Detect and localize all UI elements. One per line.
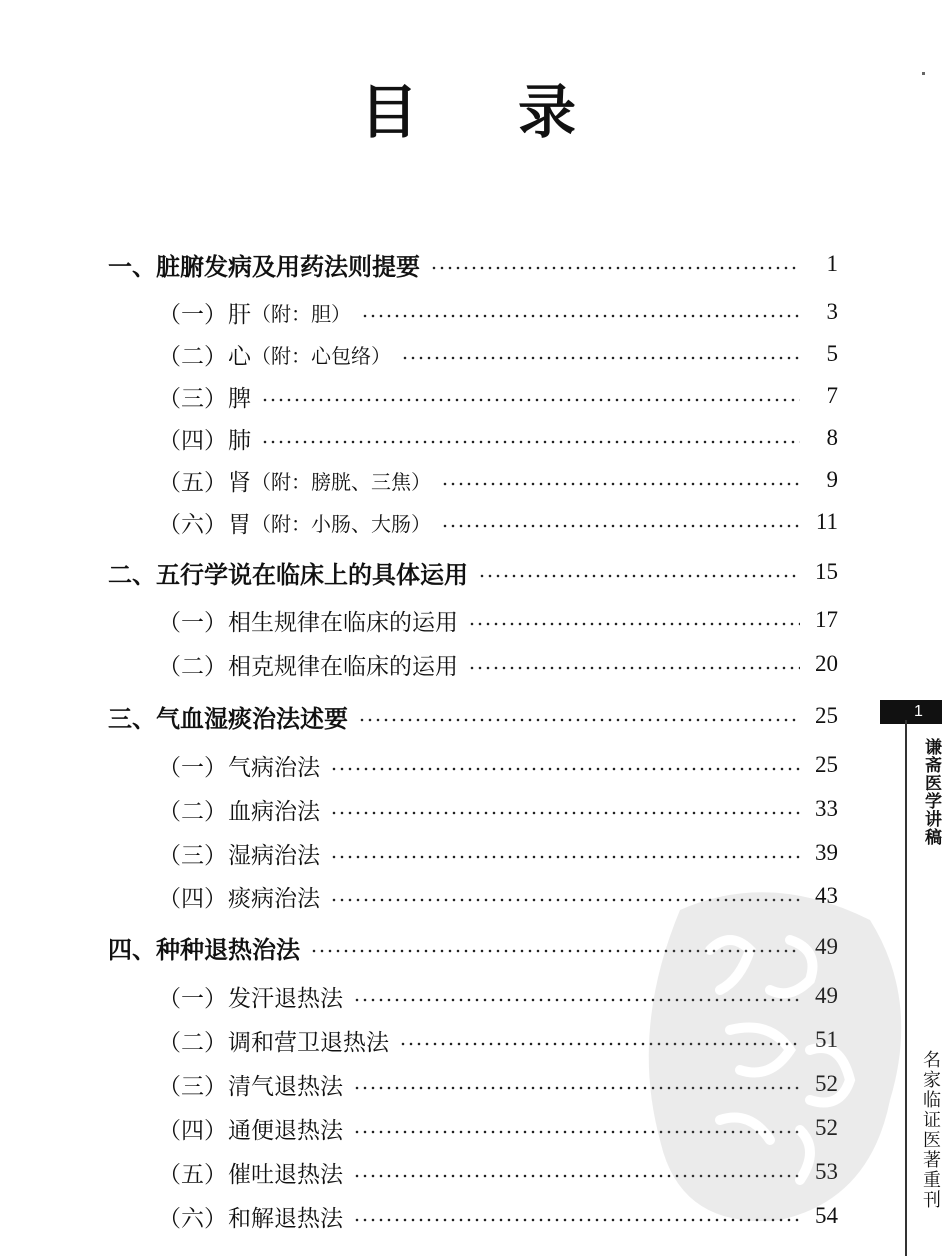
toc-entry-title: 痰病治法 xyxy=(228,885,320,912)
toc-entry-title: 五行学说在临床上的具体运用 xyxy=(156,560,468,589)
spine-divider xyxy=(905,720,907,1256)
dot-leader xyxy=(330,811,800,815)
toc-entry-row xyxy=(158,789,838,829)
dot-leader xyxy=(361,314,800,318)
page-number: 1 xyxy=(914,703,923,720)
dot-leader xyxy=(468,666,800,670)
toc-entry-title: 气血湿痰治法述要 xyxy=(156,704,348,733)
dot-leader xyxy=(441,482,800,486)
toc-page-number: 33 xyxy=(815,796,838,821)
dot-leader xyxy=(261,440,800,444)
toc-entry-number: （三） xyxy=(158,842,227,869)
toc-entry-title: 种种退热治法 xyxy=(156,935,300,964)
toc-entry-row xyxy=(158,644,838,684)
toc-entry-title: 通便退热法 xyxy=(228,1117,343,1144)
toc-entry-row xyxy=(158,833,838,873)
toc-entry-title: 发汗退热法 xyxy=(228,985,343,1012)
dot-leader xyxy=(401,356,800,360)
dot-leader xyxy=(353,1130,800,1134)
toc-entry-row xyxy=(158,876,838,916)
toc-page-number: 51 xyxy=(815,1027,838,1052)
dot-leader xyxy=(358,718,800,722)
toc-entry-row xyxy=(158,418,838,458)
toc-entry-title: 催吐退热法 xyxy=(228,1161,343,1188)
toc-entry-number: （二） xyxy=(158,343,227,370)
toc-section-row xyxy=(108,927,838,967)
toc-page-number: 52 xyxy=(815,1071,838,1096)
dot-leader xyxy=(353,1086,800,1090)
toc-page-number: 15 xyxy=(815,559,838,584)
dot-leader xyxy=(478,574,800,578)
toc-entry-number: （六） xyxy=(158,1205,227,1232)
dot-leader xyxy=(468,622,800,626)
toc-entry-note: （附：心包络） xyxy=(251,343,391,368)
toc-entry-row xyxy=(158,1020,838,1060)
scan-mark xyxy=(922,72,925,75)
toc-entry-number: （一） xyxy=(158,301,227,328)
dot-leader xyxy=(353,1218,800,1222)
toc-page-number: 3 xyxy=(826,299,838,324)
toc-entry-number: （五） xyxy=(158,469,227,496)
dot-leader xyxy=(261,398,800,402)
toc-entry-title: 相克规律在临床的运用 xyxy=(228,653,458,680)
toc-page-number: 5 xyxy=(826,341,838,366)
toc-entry-number: 三、 xyxy=(108,704,156,733)
toc-section-row xyxy=(108,696,838,736)
toc-entry-row xyxy=(158,1108,838,1148)
toc-entry-number: （三） xyxy=(158,1073,227,1100)
toc-page-number: 8 xyxy=(826,425,838,450)
toc-page-number: 49 xyxy=(815,934,838,959)
dot-leader xyxy=(310,949,800,953)
toc-entry-row xyxy=(158,1152,838,1192)
toc-entry-title: 脾 xyxy=(228,385,251,412)
toc-entry-title: 气病治法 xyxy=(228,754,320,781)
toc-entry-number: （一） xyxy=(158,985,227,1012)
toc-entry-row xyxy=(158,745,838,785)
dot-leader xyxy=(353,1174,800,1178)
toc-entry-row xyxy=(158,334,838,374)
toc-page-number: 52 xyxy=(815,1115,838,1140)
toc-entry-title: 肝 xyxy=(228,301,251,328)
toc-entry-note: （附：膀胱、三焦） xyxy=(251,469,431,494)
toc-entry-number: （六） xyxy=(158,511,227,538)
dot-leader xyxy=(353,998,800,1002)
toc-page-number: 25 xyxy=(815,703,838,728)
toc-entry-number: （四） xyxy=(158,1117,227,1144)
toc-entry-row xyxy=(158,460,838,500)
toc-entry-title: 清气退热法 xyxy=(228,1073,343,1100)
page-number-tab xyxy=(880,700,942,724)
toc-entry-title: 和解退热法 xyxy=(228,1205,343,1232)
dot-leader xyxy=(441,524,800,528)
title-char-1: 目 xyxy=(360,78,419,146)
dot-leader xyxy=(430,266,800,270)
toc-entry-row xyxy=(158,376,838,416)
toc-entry-row xyxy=(158,600,838,640)
toc-entry-title: 肺 xyxy=(228,427,251,454)
toc-entry-note: （附：胆） xyxy=(251,301,351,326)
toc-entry-title: 湿病治法 xyxy=(228,842,320,869)
dot-leader xyxy=(330,767,800,771)
toc-entry-number: 二、 xyxy=(108,560,156,589)
toc-entry-row xyxy=(158,1064,838,1104)
toc-entry-number: （二） xyxy=(158,1029,227,1056)
toc-entry-row xyxy=(158,502,838,542)
dot-leader xyxy=(330,855,800,859)
toc-entry-number: 一、 xyxy=(108,252,156,281)
toc-page-number: 17 xyxy=(815,607,838,632)
title-char-2: 录 xyxy=(518,78,577,146)
series-subtitle: 名家临证医著重刊 xyxy=(920,1050,941,1210)
toc-page-number: 39 xyxy=(815,840,838,865)
toc-page-number: 25 xyxy=(815,752,838,777)
toc-entry-number: 四、 xyxy=(108,935,156,964)
toc-page-number: 43 xyxy=(815,883,838,908)
toc-entry-title: 心 xyxy=(228,343,251,370)
dot-leader xyxy=(399,1042,800,1046)
toc-entry-number: （四） xyxy=(158,885,227,912)
toc-page-number: 49 xyxy=(815,983,838,1008)
toc-entry-number: （一） xyxy=(158,754,227,781)
toc-entry-note: （附：小肠、大肠） xyxy=(251,511,431,536)
toc-entry-number: （五） xyxy=(158,1161,227,1188)
toc-entry-title: 相生规律在临床的运用 xyxy=(228,609,458,636)
toc-entry-title: 胃 xyxy=(228,511,251,538)
toc-entry-title: 肾 xyxy=(228,469,251,496)
toc-entry-title: 脏腑发病及用药法则提要 xyxy=(156,252,420,281)
toc-section-row xyxy=(108,244,838,284)
toc-page-number: 20 xyxy=(815,651,838,676)
toc-page-number: 7 xyxy=(826,383,838,408)
toc-page-number: 54 xyxy=(815,1203,838,1228)
toc-page-number: 1 xyxy=(826,251,838,276)
toc-entry-number: （二） xyxy=(158,798,227,825)
toc-entry-number: （一） xyxy=(158,609,227,636)
toc-entry-row xyxy=(158,292,838,332)
series-title: 谦斋医学讲稿 xyxy=(921,738,941,846)
dot-leader xyxy=(330,898,800,902)
toc-entry-row xyxy=(158,1196,838,1236)
toc-entry-number: （三） xyxy=(158,385,227,412)
toc-entry-row xyxy=(158,976,838,1016)
toc-section-row xyxy=(108,552,838,592)
toc-entry-number: （二） xyxy=(158,653,227,680)
toc-page-number: 9 xyxy=(826,467,838,492)
toc-entry-title: 调和营卫退热法 xyxy=(228,1029,389,1056)
toc-page-number: 53 xyxy=(815,1159,838,1184)
toc-entry-title: 血病治法 xyxy=(228,798,320,825)
toc-entry-number: （四） xyxy=(158,427,227,454)
toc-page-number: 11 xyxy=(815,509,838,534)
